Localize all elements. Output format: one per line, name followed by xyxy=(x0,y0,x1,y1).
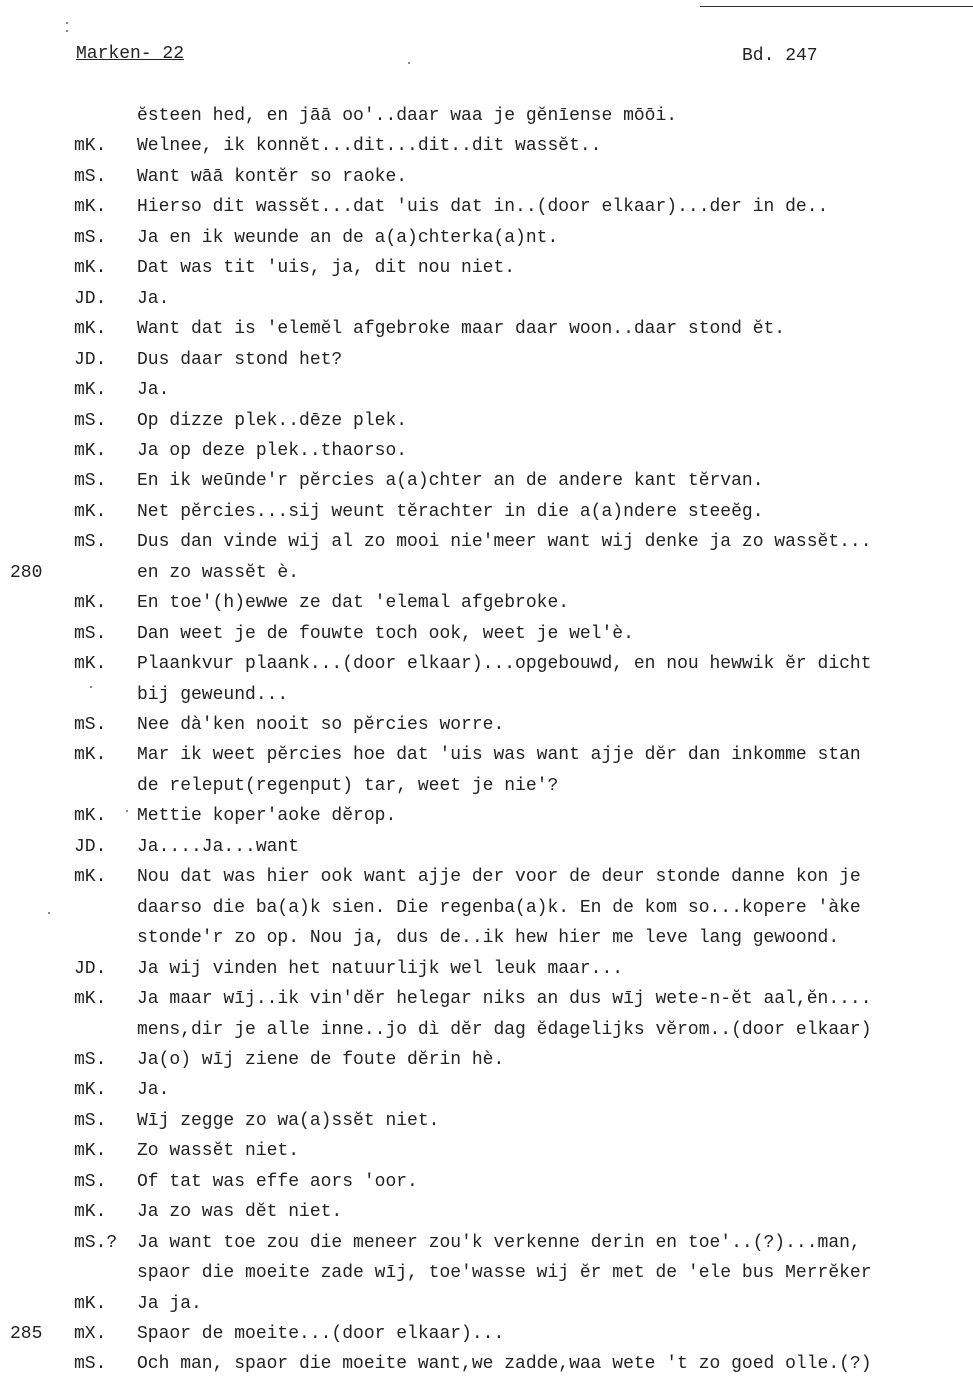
line-number: 280 xyxy=(10,563,43,583)
utterance-text: Of tat was effe aors 'oor. xyxy=(137,1172,418,1192)
utterance-text: Ja. xyxy=(137,380,170,400)
utterance-text: de releput(regenput) tar, weet je nie'? xyxy=(137,776,559,796)
speaker-label: mS. xyxy=(74,228,107,248)
scan-speck xyxy=(90,686,92,688)
top-rule xyxy=(700,6,973,7)
tape-reference: Bd. 247 xyxy=(742,46,818,66)
utterance-text: Ja want toe zou die meneer zou'k verkenne derin en toe'..(?)...man, xyxy=(137,1233,861,1253)
speaker-label: mX. xyxy=(74,1324,107,1344)
speaker-label: mK. xyxy=(74,502,107,522)
utterance-text: spaor die moeite zade wīj, toe'wasse wij ĕr met de 'ele bus Merrĕker xyxy=(137,1263,872,1283)
utterance-text: Dan weet je de fouwte toch ook, weet je wel'è. xyxy=(137,624,634,644)
utterance-text: Ja maar wīj..ik vin'dĕr helegar niks an dus wīj wete-n-ĕt aal,ĕn.... xyxy=(137,989,872,1009)
utterance-text: stonde'r zo op. Nou ja, dus de..ik hew hier me leve lang gewoond. xyxy=(137,928,840,948)
speaker-label: mK. xyxy=(74,867,107,887)
speaker-label: mS. xyxy=(74,167,107,187)
speaker-label: mK. xyxy=(74,654,107,674)
speaker-label: mK. xyxy=(74,745,107,765)
utterance-text: mens,dir je alle inne..jo dì dĕr dag ĕdagelijks vĕrom..(door elkaar) xyxy=(137,1020,872,1040)
utterance-text: Welnee, ik konnĕt...dit...dit..dit wassĕt.. xyxy=(137,136,602,156)
utterance-text: Ja op deze plek..thaorso. xyxy=(137,441,408,461)
speaker-label: mK. xyxy=(74,593,107,613)
scan-speck xyxy=(66,22,68,24)
speaker-label: mS. xyxy=(74,715,107,735)
speaker-label: mK. xyxy=(74,319,107,339)
speaker-label: JD. xyxy=(74,959,107,979)
speaker-label: mK. xyxy=(74,1202,107,1222)
utterance-text: Nee dà'ken nooit so pĕrcies worre. xyxy=(137,715,505,735)
speaker-label: JD. xyxy=(74,350,107,370)
utterance-text: Ja. xyxy=(137,289,170,309)
utterance-text: Ja ja. xyxy=(137,1294,202,1314)
utterance-text: Plaankvur plaank...(door elkaar)...opgebouwd, en nou hewwik ĕr dicht xyxy=(137,654,872,674)
speaker-label: mS.? xyxy=(74,1233,118,1253)
utterance-text: Mar ik weet pĕrcies hoe dat 'uis was want ajje dĕr dan inkomme stan xyxy=(137,745,861,765)
speaker-label: mK. xyxy=(74,380,107,400)
utterance-text: daarso die ba(a)k sien. Die regenba(a)k. En de kom so...kopere 'àke xyxy=(137,898,861,918)
utterance-text: en zo wassĕt è. xyxy=(137,563,300,583)
speaker-label: mK. xyxy=(74,136,107,156)
utterance-text: Wīj zegge zo wa(a)ssĕt niet. xyxy=(137,1111,440,1131)
utterance-text: Dus daar stond het? xyxy=(137,350,343,370)
speaker-label: JD. xyxy=(74,837,107,857)
speaker-label: mK. xyxy=(74,441,107,461)
page-header-left xyxy=(76,44,184,64)
line-number: 285 xyxy=(10,1324,43,1344)
speaker-label: mS. xyxy=(74,1354,107,1374)
utterance-text: Ja wij vinden het natuurlijk wel leuk maar... xyxy=(137,959,624,979)
utterance-text: Ja....Ja...want xyxy=(137,837,300,857)
utterance-text: Want wāā kontĕr so raoke. xyxy=(137,167,408,187)
utterance-text: Zo wassĕt niet. xyxy=(137,1141,300,1161)
speaker-label: mK. xyxy=(74,1080,107,1100)
utterance-text: Nou dat was hier ook want ajje der voor de deur stonde danne kon je xyxy=(137,867,861,887)
utterance-text: En ik weūnde'r pĕrcies a(a)chter an de andere kant tĕrvan. xyxy=(137,471,764,491)
utterance-text: Net pĕrcies...sij weunt tĕrachter in die a(a)ndere steeĕg. xyxy=(137,502,764,522)
utterance-text: Och man, spaor die moeite want,we zadde,waa wete 't zo goed olle.(?) xyxy=(137,1354,872,1374)
speaker-label: mS. xyxy=(74,1050,107,1070)
speaker-label: mS. xyxy=(74,471,107,491)
speaker-label: mS. xyxy=(74,411,107,431)
scan-speck xyxy=(408,62,410,64)
utterance-text: Dat was tit 'uis, ja, dit nou niet. xyxy=(137,258,516,278)
speaker-label: mS. xyxy=(74,1172,107,1192)
speaker-label: mK. xyxy=(74,258,107,278)
utterance-text: En toe'(h)ewwe ze dat 'elemal afgebroke. xyxy=(137,593,570,613)
speaker-label: mS. xyxy=(74,624,107,644)
utterance-text: ĕsteen hed, en jāā oo'..daar waa je gĕnīense mōōi. xyxy=(137,106,678,126)
utterance-text: Want dat is 'elemĕl afgebroke maar daar woon..daar stond ĕt. xyxy=(137,319,786,339)
speaker-label: mK. xyxy=(74,806,107,826)
utterance-text: Mettie koper'aoke dĕrop. xyxy=(137,806,397,826)
place-code: Marken- 22 xyxy=(76,44,185,64)
speaker-label: mK. xyxy=(74,989,107,1009)
scan-speck xyxy=(66,30,68,32)
speaker-label: mS. xyxy=(74,532,107,552)
scan-speck xyxy=(48,912,50,914)
speaker-label: mK. xyxy=(74,1294,107,1314)
utterance-text: Dus dan vinde wij al zo mooi nie'meer want wij denke ja zo wassĕt... xyxy=(137,532,872,552)
utterance-text: Ja(o) wīj ziene de foute dĕrin hè. xyxy=(137,1050,505,1070)
utterance-text: Ja zo was dĕt niet. xyxy=(137,1202,343,1222)
speaker-label: mK. xyxy=(74,197,107,217)
speaker-label: mS. xyxy=(74,1111,107,1131)
utterance-text: Ja. xyxy=(137,1080,170,1100)
utterance-text: Spaor de moeite...(door elkaar)... xyxy=(137,1324,505,1344)
speaker-label: mK. xyxy=(74,1141,107,1161)
utterance-text: Ja en ik weunde an de a(a)chterka(a)nt. xyxy=(137,228,559,248)
utterance-text: bij geweund... xyxy=(137,685,289,705)
speaker-label: JD. xyxy=(74,289,107,309)
utterance-text: Op dizze plek..dēze plek. xyxy=(137,411,408,431)
utterance-text: Hierso dit wassĕt...dat 'uis dat in..(door elkaar)...der in de.. xyxy=(137,197,829,217)
